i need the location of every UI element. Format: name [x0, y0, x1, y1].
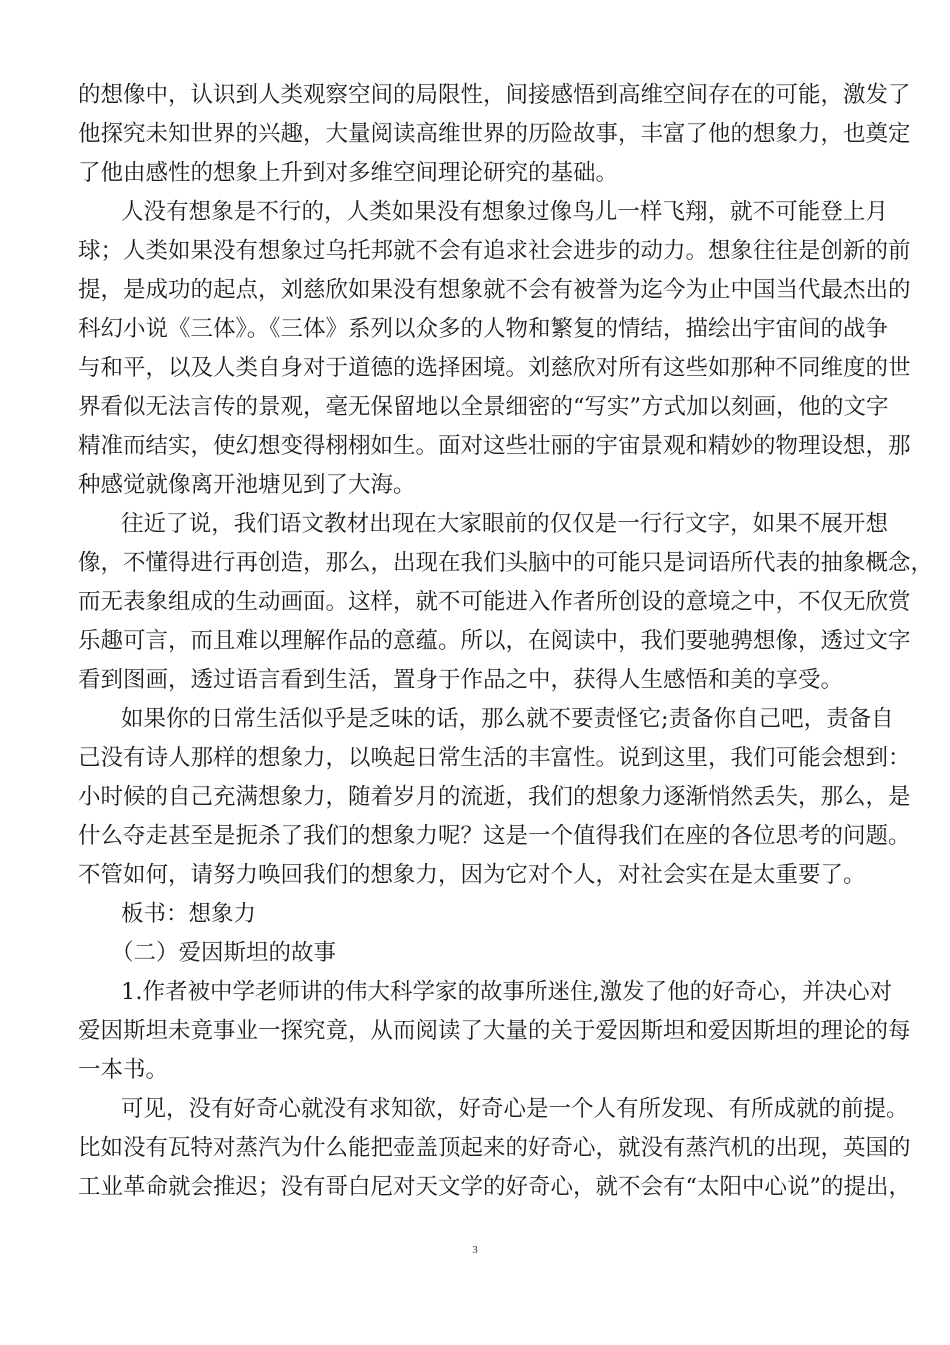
text-line: 种感觉就像离开池塘见到了大海。	[78, 472, 416, 498]
text-line: 而无表象组成的生动画面。这样，就不可能进入作者所创设的意境之中，不仅无欣赏	[78, 589, 911, 615]
text-line: 看到图画，透过语言看到生活，置身于作品之中，获得人生感悟和美的享受。	[78, 667, 844, 693]
text-line: 精准而结实，使幻想变得栩栩如生。面对这些壮丽的宇宙景观和精妙的物理设想，那	[78, 433, 911, 459]
text-line: 什么夺走甚至是扼杀了我们的想象力呢？这是一个值得我们在座的各位思考的问题。	[78, 823, 911, 849]
blackboard-note: 板书：想象力	[121, 901, 257, 927]
text-line: 像，不懂得进行再创造，那么，出现在我们头脑中的可能只是词语所代表的抽象概念，	[78, 550, 934, 576]
paragraph-first-line: 可见，没有好奇心就没有求知欲，好奇心是一个人有所发现、有所成就的前提。	[121, 1096, 909, 1122]
text-line: 工业革命就会推迟；没有哥白尼对天文学的好奇心，就不会有“太阳中心说”的提出，	[78, 1174, 912, 1200]
text-line: 科幻小说《三体》。《三体》系列以众多的人物和繁复的情结，描绘出宇宙间的战争	[78, 316, 889, 342]
text-line: 比如没有瓦特对蒸汽为什么能把壶盖顶起来的好奇心，就没有蒸汽机的出现，英国的	[78, 1135, 911, 1161]
text-line: 的想像中，认识到人类观察空间的局限性，间接感悟到高维空间存在的可能，激发了	[78, 82, 911, 108]
text-line: 一本书。	[78, 1057, 169, 1083]
paragraph-first-line: 1.作者被中学老师讲的伟大科学家的故事所迷住,激发了他的好奇心，并决心对	[121, 979, 893, 1005]
text-line: 不管如何，请努力唤回我们的想象力，因为它对个人，对社会实在是太重要了。	[78, 862, 866, 888]
section-heading: （二）爱因斯坦的故事	[111, 940, 337, 966]
text-line: 小时候的自己充满想象力，随着岁月的流逝，我们的想象力逐渐悄然丢失，那么，是	[78, 784, 911, 810]
text-line: 己没有诗人那样的想象力，以唤起日常生活的丰富性。说到这里，我们可能会想到：	[78, 745, 911, 771]
text-line: 乐趣可言，而且难以理解作品的意蕴。所以，在阅读中，我们要驰骋想像，透过文字	[78, 628, 911, 654]
text-line: 提，是成功的起点，刘慈欣如果没有想象就不会有被誉为迄今为止中国当代最杰出的	[78, 277, 911, 303]
page-number: 3	[472, 1244, 478, 1256]
paragraph-first-line: 往近了说，我们语文教材出现在大家眼前的仅仅是一行行文字，如果不展开想	[121, 511, 888, 537]
text-line: 球；人类如果没有想象过乌托邦就不会有追求社会进步的动力。想象往往是创新的前	[78, 238, 911, 264]
paragraph-first-line: 人没有想象是不行的，人类如果没有想象过像鸟儿一样飞翔，就不可能登上月	[121, 199, 888, 225]
text-line: 了他由感性的想象上升到对多维空间理论研究的基础。	[78, 160, 619, 186]
text-line: 与和平，以及人类自身对于道德的选择困境。刘慈欣对所有这些如那种不同维度的世	[78, 355, 911, 381]
text-line: 爱因斯坦未竟事业一探究竟，从而阅读了大量的关于爱因斯坦和爱因斯坦的理论的每	[78, 1018, 911, 1044]
text-line: 界看似无法言传的景观，毫无保留地以全景细密的“写实”方式加以刻画，他的文字	[78, 394, 889, 420]
paragraph-first-line: 如果你的日常生活似乎是乏味的话，那么就不要责怪它;责备你自己吧，责备自	[121, 706, 894, 732]
text-line: 他探究未知世界的兴趣，大量阅读高维世界的历险故事，丰富了他的想象力，也奠定	[78, 121, 911, 147]
